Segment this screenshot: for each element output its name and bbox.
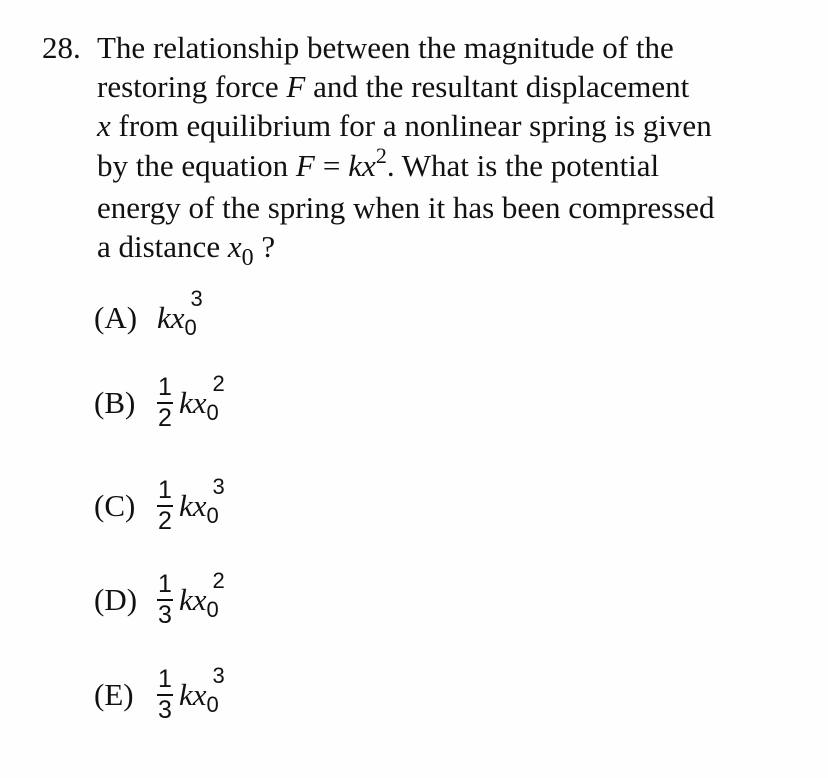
choice-expression: [157, 286, 203, 340]
subscript: 0: [206, 503, 219, 528]
denominator: 2: [158, 507, 172, 535]
stem-text: restoring force: [97, 69, 287, 105]
subscript: 0: [206, 400, 219, 425]
choice-expression: [179, 474, 225, 528]
choice-label: (D): [94, 582, 138, 617]
stem-text: energy of the spring when it has been compressed: [97, 189, 715, 225]
stem-line-5: [97, 188, 797, 227]
numerator: 1: [158, 476, 172, 504]
var-F: F: [295, 147, 315, 183]
term: kx: [179, 488, 207, 523]
question-number: 28.: [42, 30, 81, 65]
stem-line-4: [97, 142, 797, 188]
stem-text: The relationship between the magnitude of the: [97, 30, 674, 65]
equals-sign: =: [322, 147, 341, 183]
choice-d[interactable]: [94, 565, 223, 635]
fraction: [157, 478, 173, 534]
stem-line-6: [97, 227, 797, 270]
stem-text: ?: [253, 229, 276, 265]
choice-c[interactable]: [94, 471, 223, 541]
fraction: [157, 667, 173, 723]
denominator: 3: [158, 601, 172, 629]
choice-expression: [179, 371, 225, 425]
denominator: 3: [158, 696, 172, 724]
exponent: 3: [212, 663, 225, 688]
exponent: 2: [375, 142, 387, 168]
stem-line-3: [97, 106, 797, 145]
denominator: 2: [158, 404, 172, 432]
choice-label: (E): [94, 677, 134, 712]
term: kx: [179, 385, 207, 420]
stem-line-1: [97, 28, 797, 67]
var-kx: kx: [348, 147, 376, 183]
exponent: 3: [212, 474, 225, 499]
choice-b[interactable]: [94, 368, 223, 438]
stem-text: and the resultant displacement: [305, 69, 690, 105]
fraction: [157, 375, 173, 431]
subscript: 0: [206, 597, 219, 622]
fraction: [157, 572, 173, 628]
exponent: 2: [212, 568, 225, 593]
stem-text: from equilibrium for a nonlinear spring is given: [110, 108, 712, 144]
stem-text: by the equation: [97, 147, 296, 183]
choice-e[interactable]: [94, 660, 223, 730]
term: kx: [179, 677, 207, 712]
var-x: x: [227, 229, 242, 265]
choice-expression: [179, 568, 225, 622]
stem-text: a distance: [97, 229, 228, 265]
var-F: F: [286, 69, 306, 105]
choice-label: (A): [94, 300, 138, 335]
term: kx: [179, 582, 207, 617]
numerator: 1: [158, 665, 172, 693]
choice-expression: [179, 663, 225, 717]
subscript: 0: [241, 245, 254, 272]
numerator: 1: [158, 373, 172, 401]
choice-a[interactable]: [94, 283, 201, 353]
exponent: 2: [212, 371, 225, 396]
var-x: x: [97, 108, 111, 144]
choice-label: (C): [94, 488, 136, 523]
numerator: 1: [158, 570, 172, 598]
question-stem: [97, 28, 797, 270]
subscript: 0: [206, 692, 219, 717]
subscript: 0: [184, 315, 197, 340]
term: kx: [157, 300, 185, 335]
stem-line-2: [97, 67, 797, 106]
exponent: 3: [190, 286, 203, 311]
stem-text: . What is the potential: [386, 147, 660, 183]
choice-label: (B): [94, 385, 136, 420]
